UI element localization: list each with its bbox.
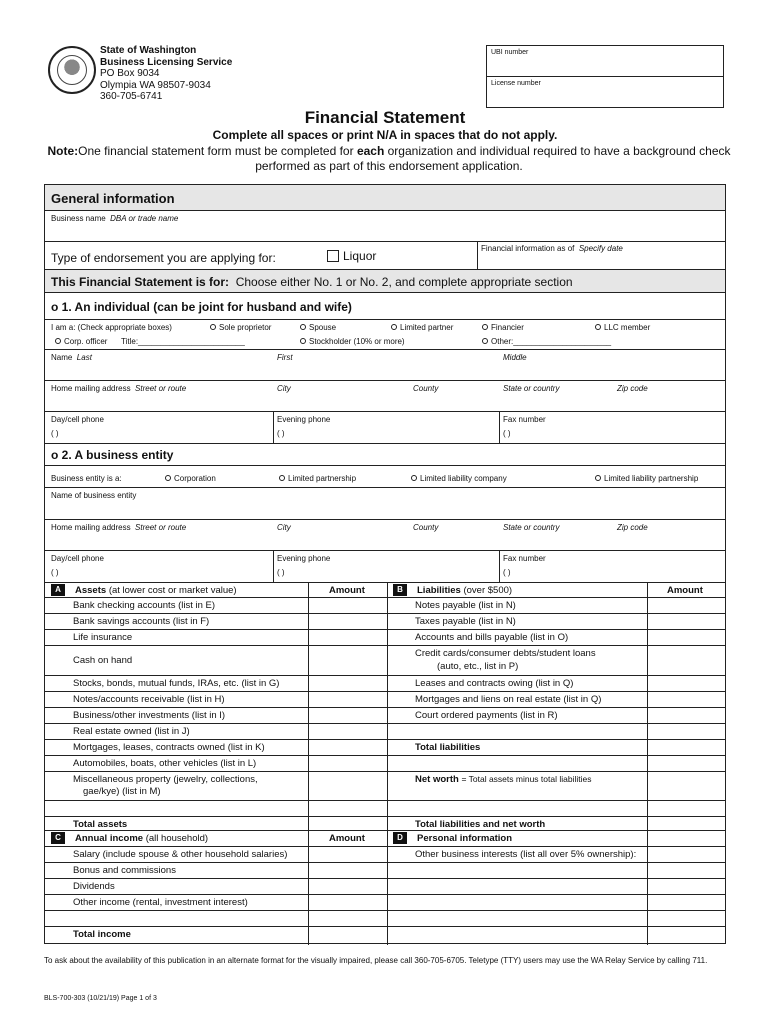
option-stockholder[interactable]: Stockholder (10% or more) <box>300 337 405 346</box>
seal-portrait-icon <box>57 55 87 85</box>
ind-home-address-label: Home mailing address Street or route <box>51 384 187 393</box>
option-llp[interactable]: Limited liability partnership <box>595 474 698 483</box>
asset-row-mortgages: Mortgages, leases, contracts owned (list in K) <box>73 742 265 753</box>
asset-row-cash: Cash on hand <box>73 655 133 666</box>
radio-icon <box>165 475 171 481</box>
ubi-label: UBI number <box>491 49 529 56</box>
license-number-field[interactable] <box>487 77 723 108</box>
bus-state-label: State or country <box>503 523 560 532</box>
state-seal <box>48 46 96 94</box>
radio-icon <box>55 338 61 344</box>
ind-fax-field[interactable]: ( ) <box>503 429 511 438</box>
agency-dept: Business Licensing Service <box>100 56 233 68</box>
asset-row-misc-cont: gae/kye) (list in M) <box>83 786 161 797</box>
liab-row-mortgages: Mortgages and liens on real estate (list in Q) <box>415 694 602 705</box>
business-name-label: Business name DBA or trade name <box>51 214 179 223</box>
liabilities-amount-header: Amount <box>667 585 703 596</box>
option-llc[interactable]: Limited liability company <box>411 474 507 483</box>
ind-day-phone-field[interactable]: ( ) <box>51 429 59 438</box>
bus-day-phone-field[interactable]: ( ) <box>51 568 59 577</box>
page-title: Financial Statement <box>304 108 466 127</box>
form-number: BLS-700-303 (10/21/19) Page 1 of 3 <box>44 995 157 1002</box>
ind-city-label: City <box>277 384 291 393</box>
statement-for-bold: This Financial Statement is for: <box>51 275 230 289</box>
accessibility-notice: To ask about the availability of this publication in an alternate format for the visually impaired, please call 360-705-6705. Teletype (TTY) users may use the WA Relay Service by calling 711. <box>44 956 708 965</box>
asset-row-misc: Miscellaneous property (jewelry, collections, <box>73 774 258 785</box>
asset-row-checking: Bank checking accounts (list in E) <box>73 600 216 611</box>
bus-county-label: County <box>413 523 439 532</box>
radio-icon <box>482 338 488 344</box>
radio-icon <box>210 324 216 330</box>
personal-badge: D <box>393 832 407 844</box>
option-llc-member[interactable]: LLC member <box>595 323 650 332</box>
income-amount-header: Amount <box>329 833 365 844</box>
option-corporation[interactable]: Corporation <box>165 474 216 483</box>
radio-icon <box>411 475 417 481</box>
total-liabilities-label: Total liabilities <box>415 742 481 753</box>
ind-fax-label: Fax number <box>503 415 546 424</box>
income-row-bonus: Bonus and commissions <box>73 865 176 876</box>
liquor-checkbox[interactable] <box>327 249 376 263</box>
income-row-dividends: Dividends <box>73 881 115 892</box>
net-worth-label: Net worth = Total assets minus total liabilities <box>415 774 592 785</box>
bus-evening-phone-field[interactable]: ( ) <box>277 568 285 577</box>
total-liab-net-worth-label: Total liabilities and net worth <box>415 819 546 830</box>
radio-icon <box>279 475 285 481</box>
note-part2: organization and individual required to have a background check performed as part of this endorsement application. <box>255 144 731 173</box>
statement-for-bar <box>45 269 725 293</box>
income-row-other: Other income (rental, investment interest) <box>73 897 248 908</box>
agency-city-zip: Olympia WA 98507-9034 <box>100 79 211 91</box>
agency-po-box: PO Box 9034 <box>100 68 160 79</box>
ind-county-label: County <box>413 384 439 393</box>
bus-fax-label: Fax number <box>503 554 546 563</box>
bus-fax-field[interactable]: ( ) <box>503 568 511 577</box>
ind-state-label: State or country <box>503 384 560 393</box>
radio-icon <box>595 475 601 481</box>
note-part1: One financial statement form must be completed for <box>78 144 357 158</box>
asset-row-real-estate: Real estate owned (list in J) <box>73 726 190 737</box>
page-note <box>44 144 734 174</box>
endorsement-label: Type of endorsement you are applying for: <box>51 251 276 265</box>
financial-statement-form <box>44 184 726 944</box>
liab-row-court: Court ordered payments (list in R) <box>415 710 558 721</box>
total-assets-label: Total assets <box>73 819 128 830</box>
liquor-label: Liquor <box>343 249 377 263</box>
radio-icon <box>391 324 397 330</box>
ind-day-phone-label: Day/cell phone <box>51 415 104 424</box>
ind-evening-phone-label: Evening phone <box>277 415 331 424</box>
general-info-heading: General information <box>51 191 175 206</box>
asset-row-stocks: Stocks, bonds, mutual funds, IRAs, etc. (list in G) <box>73 678 280 689</box>
liab-row-taxes: Taxes payable (list in N) <box>415 616 516 627</box>
liab-row-leases: Leases and contracts owing (list in Q) <box>415 678 574 689</box>
radio-icon <box>482 324 488 330</box>
liab-row-credit-cont: (auto, etc., list in P) <box>437 661 519 672</box>
option-financier[interactable]: Financier <box>482 323 524 332</box>
entity-is-label: Business entity is a: <box>51 474 122 483</box>
liab-row-notes: Notes payable (list in N) <box>415 600 516 611</box>
asset-row-life-insurance: Life insurance <box>73 632 133 643</box>
entity-name-label: Name of business entity <box>51 491 137 500</box>
option-other[interactable]: Other:______________________ <box>482 337 611 346</box>
note-bold: each <box>356 144 385 158</box>
bus-evening-phone-label: Evening phone <box>277 554 331 563</box>
personal-row-business-interests: Other business interests (list all over 5% ownership): <box>415 849 637 860</box>
business-heading[interactable]: o 2. A business entity <box>51 448 174 462</box>
asset-row-investments: Business/other investments (list in I) <box>73 710 226 721</box>
i-am-label: I am a: (Check appropriate boxes) <box>51 323 172 332</box>
first-name-label: First <box>277 353 293 362</box>
agency-name: State of Washington <box>100 45 197 56</box>
radio-icon <box>300 338 306 344</box>
liabilities-heading: Liabilities (over $500) <box>417 585 513 596</box>
option-limited-partner[interactable]: Limited partner <box>391 323 453 332</box>
agency-address-block <box>100 45 232 103</box>
general-info-header <box>45 185 725 211</box>
ind-evening-phone-field[interactable]: ( ) <box>277 429 285 438</box>
bus-home-address-label: Home mailing address Street or route <box>51 523 187 532</box>
assets-amount-header: Amount <box>329 585 365 596</box>
income-row-salary: Salary (include spouse & other household salaries) <box>73 849 288 860</box>
radio-icon <box>300 324 306 330</box>
ubi-number-field[interactable] <box>487 46 723 77</box>
liab-row-credit: Credit cards/consumer debts/student loans <box>415 648 596 659</box>
option-spouse[interactable]: Spouse <box>300 323 336 332</box>
fin-info-label: Financial information as of Specify date <box>481 244 623 253</box>
income-badge: C <box>51 832 65 844</box>
note-prefix: Note: <box>47 144 79 158</box>
checkbox-icon <box>327 250 339 262</box>
middle-name-label: Middle <box>503 353 527 362</box>
asset-row-notes: Notes/accounts receivable (list in H) <box>73 694 225 705</box>
asset-row-vehicles: Automobiles, boats, other vehicles (list in L) <box>73 758 257 769</box>
option-corp-officer[interactable]: Corp. officer <box>55 337 107 346</box>
license-label: License number <box>491 80 541 87</box>
radio-icon <box>595 324 601 330</box>
income-heading: Annual income (all household) <box>75 833 209 844</box>
ubi-license-box <box>486 45 724 108</box>
bus-day-phone-label: Day/cell phone <box>51 554 104 563</box>
assets-badge: A <box>51 584 65 596</box>
asset-row-savings: Bank savings accounts (list in F) <box>73 616 210 627</box>
liabilities-badge: B <box>393 584 407 596</box>
bus-city-label: City <box>277 523 291 532</box>
name-label: Name Last <box>51 353 92 362</box>
total-income-label: Total income <box>73 929 131 940</box>
page-subtitle: Complete all spaces or print N/A in spaces that do not apply. <box>212 128 558 142</box>
liab-row-accounts: Accounts and bills payable (list in O) <box>415 632 569 643</box>
bus-zip-label: Zip code <box>617 523 648 532</box>
agency-phone: 360-705-6741 <box>100 91 163 102</box>
statement-for-text: Choose either No. 1 or No. 2, and complete appropriate section <box>235 275 573 289</box>
individual-heading[interactable]: o 1. An individual (can be joint for husband and wife) <box>51 300 352 314</box>
ind-zip-label: Zip code <box>617 384 648 393</box>
assets-heading: Assets (at lower cost or market value) <box>75 585 237 596</box>
option-limited-partnership[interactable]: Limited partnership <box>279 474 356 483</box>
personal-heading: Personal information <box>417 833 513 844</box>
option-sole-proprietor[interactable]: Sole proprietor <box>210 323 271 332</box>
title-field[interactable]: Title:________________________ <box>121 337 245 346</box>
